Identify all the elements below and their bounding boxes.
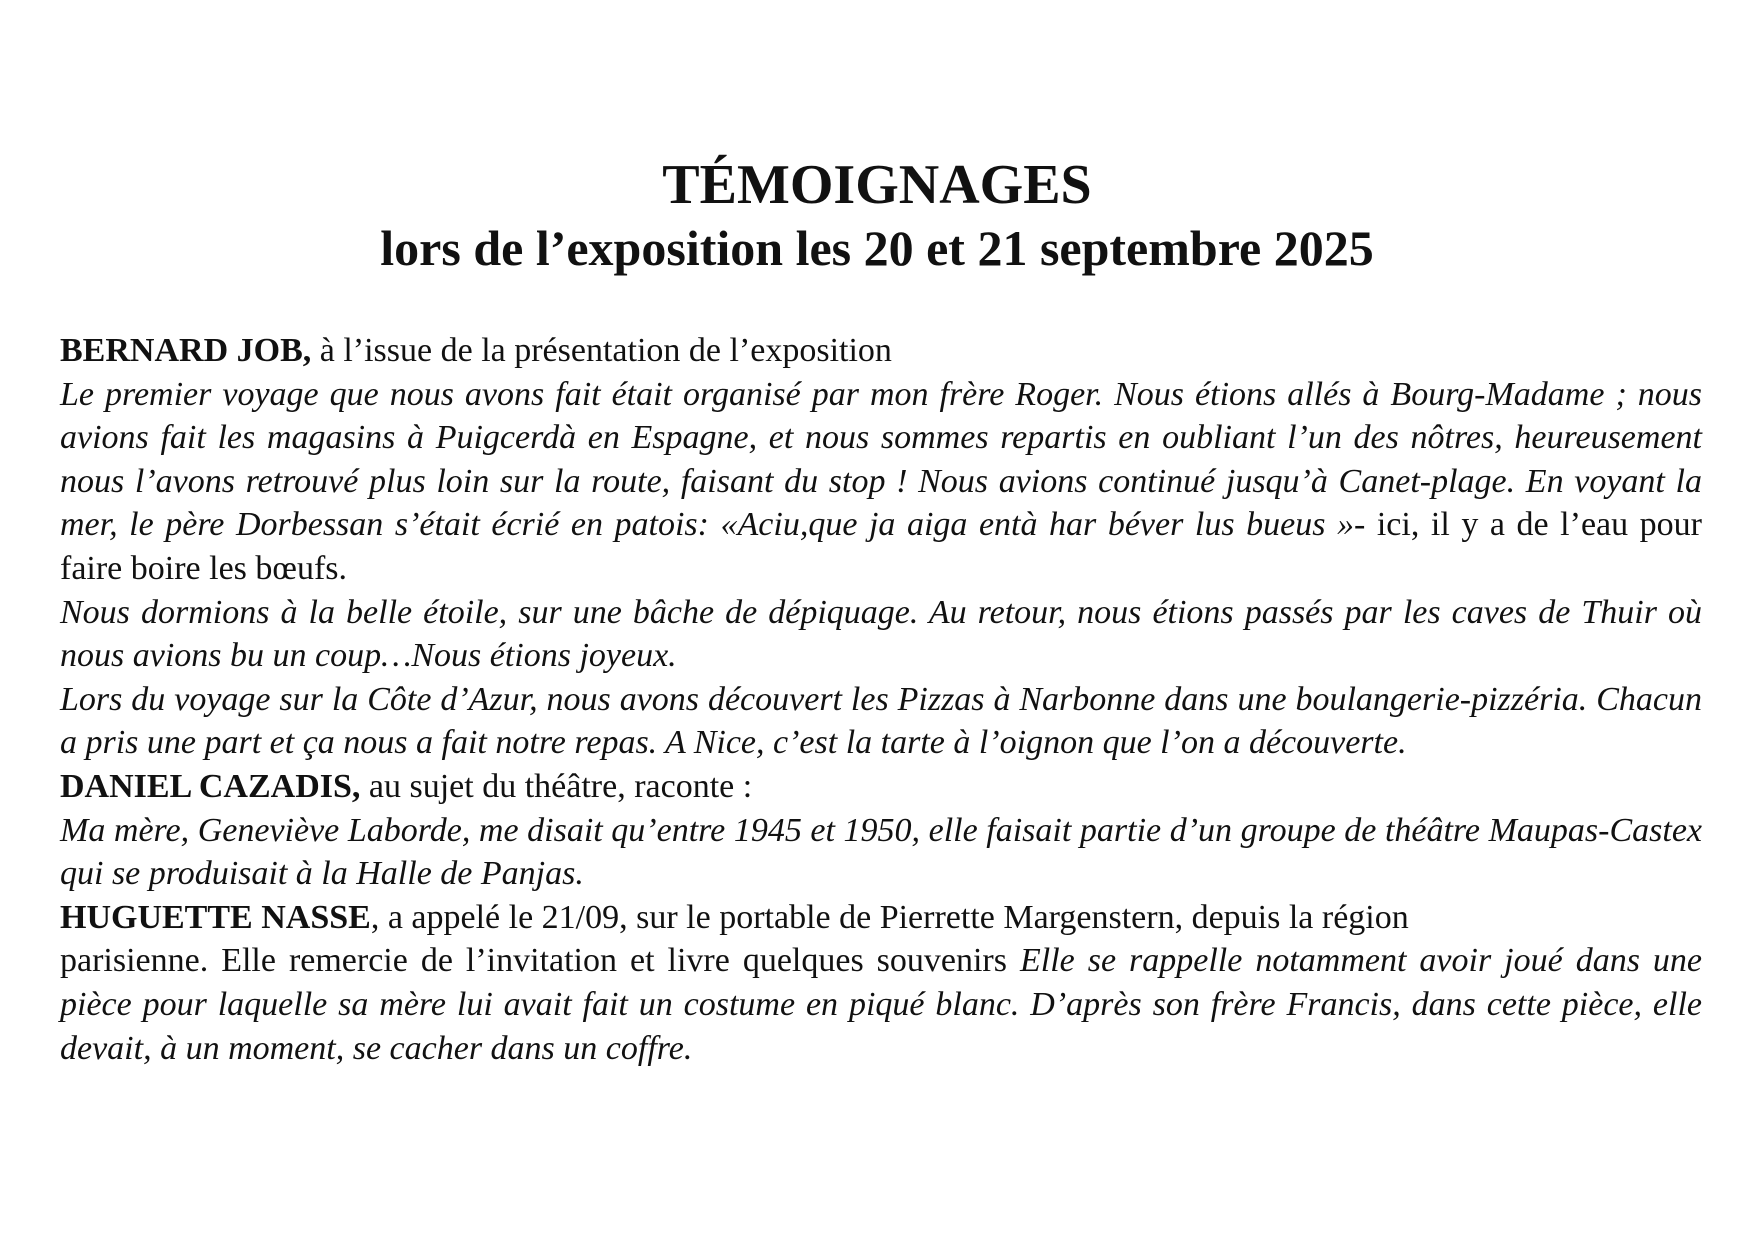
quote-text: Le premier voyage que nous avons fait était organisé par mon frère Roger. Nous étions allés à Bourg-Madame ; nous avions fait les magasins à Puigcerdà en Espagne, et nous sommes repartis en oubliant l’un des nôtres, heureusement nous l’avons retrouvé plus loin sur la route, faisant du stop ! Nous avions continué jusqu’à Canet-plage. En voyant la mer, le père Dorbessan s’était écrié en patois: «Aciu,que ja aiga entà har béver lus bueus » <box>60 375 1702 544</box>
testimony-heading-huguette <box>60 896 1702 940</box>
page-title: TÉMOIGNAGES <box>662 154 1092 216</box>
testimony-paragraph <box>60 939 1702 1070</box>
speaker-intro: à l’issue de la présentation de l’exposition <box>311 332 892 369</box>
testimony-heading-daniel <box>60 765 1702 809</box>
translation-text: - ici, il y a de l’eau pour faire boire les bœufs. <box>60 506 1702 587</box>
testimony-paragraph: Nous dormions à la belle étoile, sur une bâche de dépiquage. Au retour, nous étions passés par les caves de Thuir où nous avions bu un coup…Nous étions joyeux. <box>60 593 1702 675</box>
speaker-name: DANIEL CAZADIS, <box>60 767 361 805</box>
speaker-name: BERNARD JOB, <box>60 332 312 369</box>
testimonies-body <box>60 329 1702 1070</box>
speaker-intro-continued: parisienne. Elle remercie de l’invitation et livre quelques souvenirs <box>60 942 1020 980</box>
speaker-intro: au sujet du théâtre, raconte : <box>360 767 753 805</box>
testimony-heading-bernard <box>60 329 1702 373</box>
speaker-intro: , a appelé le 21/09, sur le portable de Pierrette Margenstern, depuis la région <box>370 898 1409 936</box>
speaker-name: HUGUETTE NASSE <box>60 898 371 936</box>
quote-text: Elle se rappelle notamment avoir joué dans une pièce pour laquelle sa mère lui avait fait un costume en piqué blanc. D’après son frère Francis, dans cette pièce, elle devait, à un moment, se cacher dans un coffre. <box>60 942 1703 1067</box>
testimony-paragraph: Lors du voyage sur la Côte d’Azur, nous avons découvert les Pizzas à Narbonne dans une boulangerie-pizzéria. Chacun a pris une part et ça nous a fait notre repas. A Nice, c’est la tarte à l’oignon que l’on a découverte. <box>60 680 1702 762</box>
page-subtitle: lors de l’exposition les 20 et 21 septembre 2025 <box>380 220 1374 276</box>
testimony-paragraph <box>60 373 1702 591</box>
testimony-paragraph: Ma mère, Geneviève Laborde, me disait qu’entre 1945 et 1950, elle faisait partie d’un groupe de théâtre Maupas-Castex qui se produisait à la Halle de Panjas. <box>60 811 1702 893</box>
